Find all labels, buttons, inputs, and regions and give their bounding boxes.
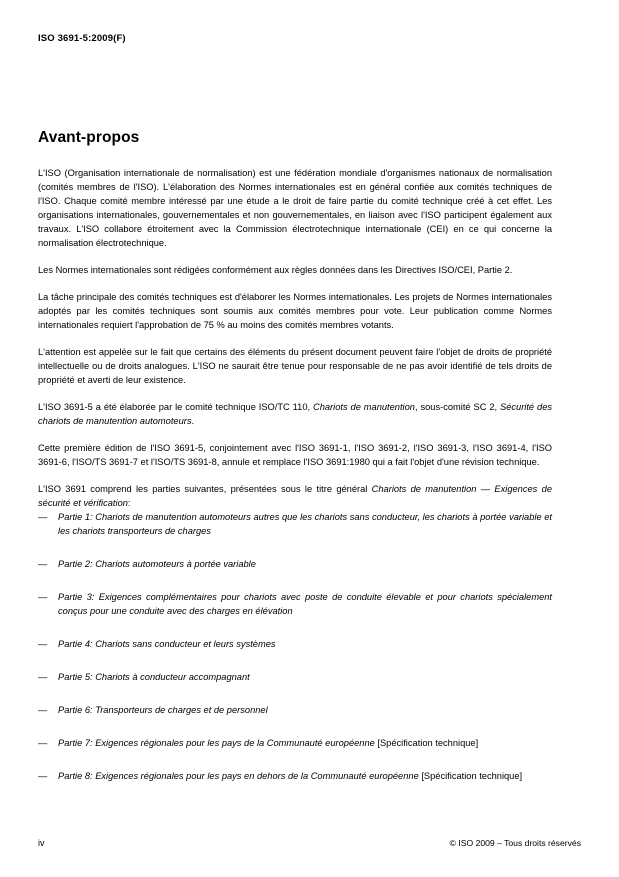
list-item-text xyxy=(58,639,276,649)
em-dash-bullet-icon: — xyxy=(38,512,48,522)
text-run: Les Normes internationales sont rédigées conformément aux règles données dans les Directives ISO/CEI, Partie 2. xyxy=(38,265,513,275)
page-content xyxy=(38,129,552,783)
list-item xyxy=(38,557,552,571)
italic-run: Partie 6: Transporteurs de charges et de personnel xyxy=(58,705,268,715)
running-head: ISO 3691-5:2009(F) xyxy=(38,33,126,44)
italic-run: Chariots de manutention xyxy=(313,402,415,412)
body-paragraph xyxy=(38,290,552,332)
list-item-text xyxy=(58,738,478,748)
body-paragraph xyxy=(38,263,552,277)
italic-run: Partie 1: Chariots de manutention automoteurs autres que les chariots sans conducteur, les chariots à portée variable et les chariots transporteurs de charges xyxy=(58,512,552,536)
page-title: Avant-propos xyxy=(38,129,140,146)
list-item xyxy=(38,736,552,750)
italic-run: Chariots de manutention — Exigences de sécurité et vérification xyxy=(38,484,552,508)
list-item xyxy=(38,590,552,618)
list-item-text xyxy=(58,705,268,715)
text-run: L'ISO 3691 comprend les parties suivantes, présentées sous le titre général xyxy=(38,484,372,494)
text-run: [Spécification technique] xyxy=(421,771,523,781)
text-run: L'ISO (Organisation internationale de normalisation) est une fédération mondiale d'organismes nationaux de normalisation (comités membres de l'ISO). L'élaboration des Normes internationales est en général confiée aux comités techniques de l'ISO. Chaque comité membre intéressé par une étude a le droit de faire partie du comité technique créé à cet effet. Les organisations internationales, gouvernementales et non gouvernementales, en liaison avec l'ISO participent également aux travaux. L'ISO collabore étroitement avec la Commission électrotechnique internationale (CEI) en ce qui concerne la normalisation électrotechnique. xyxy=(38,168,552,248)
italic-run: Partie 2: Chariots automoteurs à portée variable xyxy=(58,559,256,569)
em-dash-bullet-icon: — xyxy=(38,705,48,715)
list-item-text xyxy=(58,672,250,682)
list-item xyxy=(38,670,552,684)
list-item xyxy=(38,769,552,783)
list-item-text xyxy=(58,512,552,536)
list-item xyxy=(38,703,552,717)
body-paragraph xyxy=(38,400,552,428)
body-paragraph xyxy=(38,166,552,250)
body-paragraph xyxy=(38,482,552,510)
list-item-text xyxy=(58,559,256,569)
text-run: . xyxy=(191,416,195,426)
list-item-text xyxy=(58,592,552,616)
italic-run: Partie 8: Exigences régionales pour les pays en dehors de la Communauté européenne xyxy=(58,771,422,781)
em-dash-bullet-icon: — xyxy=(38,672,48,682)
em-dash-bullet-icon: — xyxy=(38,771,48,781)
em-dash-bullet-icon: — xyxy=(38,738,48,748)
text-run: , sous-comité SC 2, xyxy=(414,402,500,412)
list-item xyxy=(38,637,552,651)
list-item-text xyxy=(58,771,522,781)
page-footer xyxy=(38,838,581,852)
page-number: iv xyxy=(38,838,45,848)
paragraph-block xyxy=(38,166,552,510)
text-run: : xyxy=(127,498,131,508)
text-run: Cette première édition de l'ISO 3691-5, conjointement avec l'ISO 3691-1, l'ISO 3691-2, l'ISO 3691-3, l'ISO 3691-4, l'ISO 3691-6, l'ISO/TS 3691-7 et l'ISO/TS 3691-8, annule et remplace l'ISO 3691:1980 qui a fait l'objet d'une révision technique. xyxy=(38,443,552,467)
text-run: La tâche principale des comités techniques est d'élaborer les Normes internationales. Les projets de Normes internationales adoptés par les comités techniques sont soumis aux comités membres pour vote. Leur publication comme Normes internationales requiert l'approbation de 75 % au moins des comités membres votants. xyxy=(38,292,552,330)
italic-run: Sécurité des chariots de manutention automoteurs xyxy=(38,402,553,426)
body-paragraph xyxy=(38,345,552,387)
parts-list xyxy=(38,510,552,783)
text-run: L'attention est appelée sur le fait que certains des éléments du présent document peuvent faire l'objet de droits de propriété intellectuelle ou de droits analogues. L'ISO ne saurait être tenue pour responsable de ne pas avoir identifié de tels droits de propriété et averti de leur existence. xyxy=(38,347,552,385)
em-dash-bullet-icon: — xyxy=(38,592,48,602)
italic-run: Partie 3: Exigences complémentaires pour chariots avec poste de conduite élevable et pour chariots spécialement conçus pour une conduite avec des charges en élévation xyxy=(58,592,552,616)
em-dash-bullet-icon: — xyxy=(38,559,48,569)
text-run: [Spécification technique] xyxy=(377,738,479,748)
list-item xyxy=(38,510,552,538)
italic-run: Partie 7: Exigences régionales pour les pays de la Communauté européenne xyxy=(58,738,378,748)
body-paragraph xyxy=(38,441,552,469)
italic-run: Partie 4: Chariots sans conducteur et leurs systèmes xyxy=(58,639,276,649)
text-run: L'ISO 3691-5 a été élaborée par le comité technique ISO/TC 110, xyxy=(38,402,313,412)
copyright-notice: © ISO 2009 – Tous droits réservés xyxy=(449,838,581,848)
em-dash-bullet-icon: — xyxy=(38,639,48,649)
italic-run: Partie 5: Chariots à conducteur accompagnant xyxy=(58,672,250,682)
